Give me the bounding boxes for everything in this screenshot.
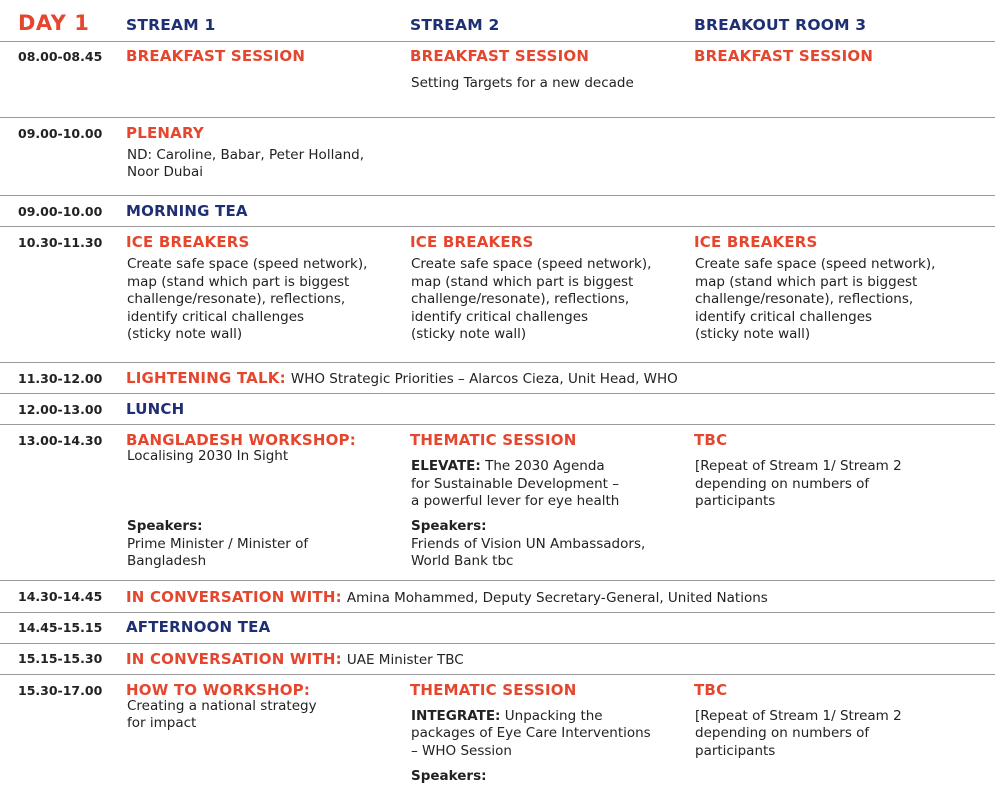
divider [0, 41, 995, 42]
divider [0, 195, 995, 196]
row-time: 12.00-13.00 [18, 402, 103, 417]
row-time: 14.45-15.15 [18, 620, 103, 635]
session-description: [Repeat of Stream 1/ Stream 2 [695, 458, 902, 474]
session-title: MORNING TEA [126, 202, 248, 220]
speakers-label: Speakers: [127, 518, 203, 534]
session-title: BREAKFAST SESSION [126, 47, 306, 65]
divider [0, 643, 995, 644]
divider [0, 674, 995, 675]
session-description: Create safe space (speed network), map (stand which part is biggest challenge/resonate), reflections, identify critical challenges (sticky note wall) [127, 256, 368, 342]
session-description: Creating a national strategy [127, 698, 317, 714]
session-description: Create safe space (speed network), map (stand which part is biggest challenge/resonate), reflections, identify critical challenges (sticky note wall) [695, 256, 936, 342]
row-time: 15.15-15.30 [18, 651, 103, 666]
session-title: IN CONVERSATION WITH: [126, 650, 342, 668]
session-title: THEMATIC SESSION [410, 431, 577, 449]
session-description: [Repeat of Stream 1/ Stream 2 [695, 708, 902, 724]
session-title: BREAKFAST SESSION [694, 47, 874, 65]
column-header-breakout-room-3: BREAKOUT ROOM 3 [694, 16, 867, 34]
session-description: for Sustainable Development – [411, 476, 619, 492]
row-time: 15.30-17.00 [18, 683, 103, 698]
session-title: PLENARY [126, 124, 204, 142]
session-title: TBC [694, 681, 728, 699]
session-description: – WHO Session [411, 743, 512, 759]
session-title: ICE BREAKERS [410, 233, 534, 251]
session-description: WHO Strategic Priorities – Alarcos Cieza, Unit Head, WHO [290, 371, 678, 387]
row-time: 09.00-10.00 [18, 126, 103, 141]
speakers-list: Prime Minister / Minister of [127, 536, 309, 552]
divider [0, 117, 995, 118]
session-description: INTEGRATE: Unpacking the [411, 708, 603, 724]
speakers-label: Speakers: [411, 768, 487, 784]
speakers-list: World Bank tbc [411, 553, 514, 569]
divider [0, 393, 995, 394]
row-time: 08.00-08.45 [18, 49, 103, 64]
session-title: LUNCH [126, 400, 185, 418]
column-header-stream-1: STREAM 1 [126, 16, 216, 34]
session-description: depending on numbers of [695, 476, 870, 492]
day-title: DAY 1 [18, 11, 90, 35]
speakers-label: Speakers: [411, 518, 487, 534]
session-description: for impact [127, 715, 197, 731]
session-title: AFTERNOON TEA [126, 618, 271, 636]
session-description: packages of Eye Care Interventions [411, 725, 651, 741]
session-description: Amina Mohammed, Deputy Secretary-General, United Nations [346, 590, 768, 606]
speakers-list: Friends of Vision UN Ambassadors, [411, 536, 646, 552]
row-time: 14.30-14.45 [18, 589, 103, 604]
row-time: 11.30-12.00 [18, 371, 103, 386]
session-description: ND: Caroline, Babar, Peter Holland, [127, 147, 365, 163]
divider [0, 580, 995, 581]
session-title: BREAKFAST SESSION [410, 47, 590, 65]
session-description: depending on numbers of [695, 725, 870, 741]
session-title: HOW TO WORKSHOP: [126, 681, 311, 699]
speakers-list: Bangladesh [127, 553, 207, 569]
session-description: a powerful lever for eye health [411, 493, 620, 509]
divider [0, 424, 995, 425]
column-header-stream-2: STREAM 2 [410, 16, 500, 34]
divider [0, 362, 995, 363]
session-description: Noor Dubai [127, 164, 204, 180]
session-description: participants [695, 493, 776, 509]
session-title: ICE BREAKERS [126, 233, 250, 251]
session-title: IN CONVERSATION WITH: [126, 588, 342, 606]
session-description: participants [695, 743, 776, 759]
session-title: LIGHTENING TALK: [126, 369, 286, 387]
session-title: ICE BREAKERS [694, 233, 818, 251]
session-description: ELEVATE: The 2030 Agenda [411, 458, 605, 474]
session-description: Create safe space (speed network), map (stand which part is biggest challenge/resonate), reflections, identify critical challenges (sticky note wall) [411, 256, 652, 342]
row-time: 09.00-10.00 [18, 204, 103, 219]
session-description: Setting Targets for a new decade [411, 75, 634, 91]
divider [0, 612, 995, 613]
session-title: BANGLADESH WORKSHOP: [126, 431, 356, 449]
divider [0, 226, 995, 227]
session-description: UAE Minister TBC [346, 652, 464, 668]
session-title: TBC [694, 431, 728, 449]
session-description: Localising 2030 In Sight [127, 448, 289, 464]
row-time: 13.00-14.30 [18, 433, 103, 448]
row-time: 10.30-11.30 [18, 235, 103, 250]
session-title: THEMATIC SESSION [410, 681, 577, 699]
